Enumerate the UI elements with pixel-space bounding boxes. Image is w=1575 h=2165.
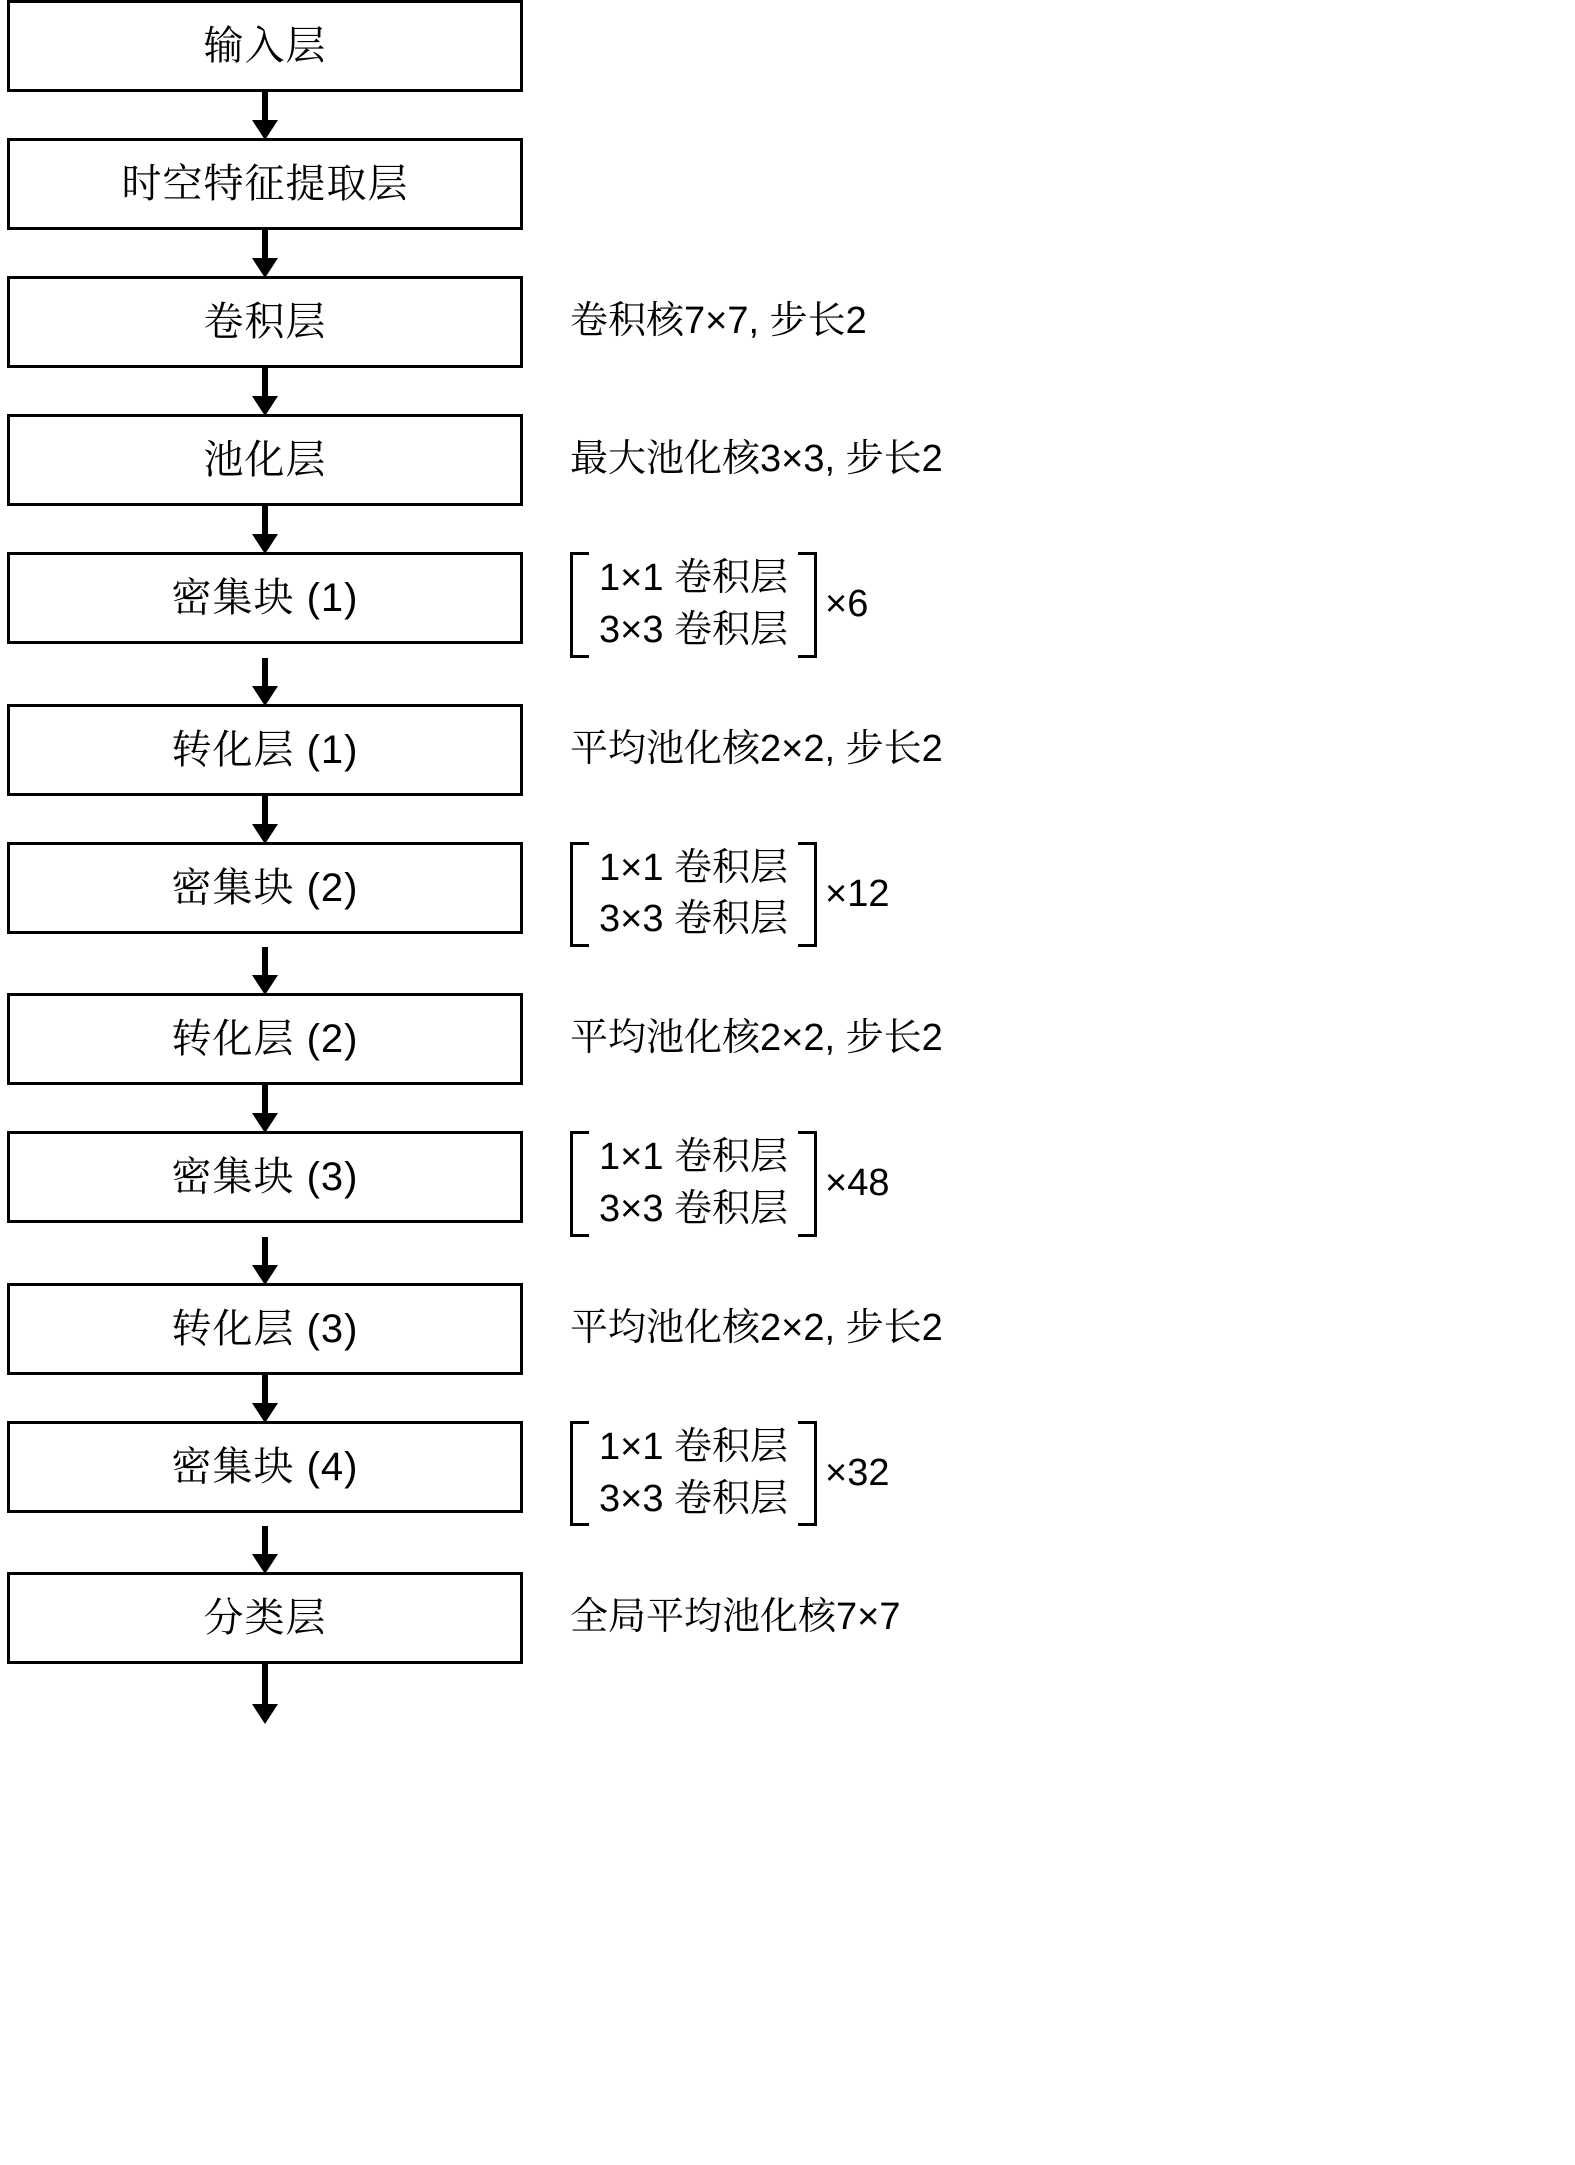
repeat-multiplier: ×6: [825, 583, 869, 626]
arrow-down-icon: [250, 506, 280, 552]
node-column: [0, 1572, 530, 1664]
connector-row: [0, 658, 1575, 704]
diagram-row: [0, 414, 1575, 506]
bracket-line: 1×1 卷积层: [599, 557, 789, 599]
bracket-line: 3×3 卷积层: [599, 898, 789, 941]
annotation-text: 平均池化核2×2, 步长2: [570, 727, 943, 770]
node-dense-block-1: [7, 552, 523, 644]
bracket-group: [570, 552, 817, 658]
bracket-content: [589, 552, 798, 658]
diagram-row: [0, 276, 1575, 368]
node-column: [0, 138, 530, 230]
arrow-down-icon: [250, 230, 280, 276]
annotation-text: 平均池化核2×2, 步长2: [570, 1306, 943, 1349]
bracket-group: [570, 842, 817, 948]
node-convolution-layer: [7, 276, 523, 368]
repeat-multiplier: ×48: [825, 1162, 890, 1205]
connector-row: [0, 1375, 1575, 1421]
arrow-head: [252, 975, 278, 995]
bracket-group: [570, 1421, 817, 1527]
annotation-transition-2: [530, 993, 1575, 1085]
arrow-column: [0, 1664, 530, 1724]
arrow-head: [252, 1403, 278, 1423]
node-dense-block-4: [7, 1421, 523, 1513]
annotation-dense-block-2: [530, 842, 1575, 948]
node-column: [0, 0, 530, 92]
node-label: 转化层 (3): [171, 1306, 359, 1351]
arrow-down-icon: [250, 1237, 280, 1283]
bracket-left-icon: [570, 1421, 589, 1527]
connector-row-final: [0, 1664, 1575, 1724]
annotation-classification: [530, 1572, 1575, 1664]
node-label: 时空特征提取层: [121, 162, 409, 206]
diagram-row: [0, 1421, 1575, 1527]
diagram-row: [0, 704, 1575, 796]
arrow-down-icon: [250, 1664, 280, 1724]
arrow-down-icon: [250, 796, 280, 842]
bracket-content: [589, 842, 798, 948]
node-transition-layer-2: [7, 993, 523, 1085]
arrow-column: [0, 230, 530, 276]
node-label: 转化层 (1): [171, 727, 359, 772]
bracket-right-icon: [798, 552, 817, 658]
arrow-head: [252, 1113, 278, 1133]
node-input-layer: [7, 0, 523, 92]
node-label: 转化层 (2): [171, 1017, 359, 1062]
node-label: 密集块 (2): [171, 865, 359, 910]
arrow-down-icon: [250, 368, 280, 414]
bracket-line: 1×1 卷积层: [599, 1425, 789, 1468]
annotation-dense-block-1: [530, 552, 1575, 658]
annotation-text: 平均池化核2×2, 步长2: [570, 1017, 943, 1060]
arrow-down-icon: [250, 1526, 280, 1572]
connector-row: [0, 947, 1575, 993]
node-label: 卷积层: [203, 300, 327, 344]
node-label: 密集块 (4): [171, 1444, 359, 1489]
bracket-line: 1×1 卷积层: [599, 846, 789, 889]
bracket-annotation: [570, 552, 868, 658]
bracket-content: [589, 1131, 798, 1237]
arrow-column: [0, 506, 530, 552]
bracket-left-icon: [570, 1131, 589, 1237]
arrow-column: [0, 1375, 530, 1421]
bracket-annotation: [570, 842, 890, 948]
annotation-empty: [530, 0, 1575, 92]
bracket-content: [589, 1421, 798, 1527]
node-classification-layer: [7, 1572, 523, 1664]
connector-row: [0, 230, 1575, 276]
node-column: [0, 1421, 530, 1513]
bracket-left-icon: [570, 842, 589, 948]
node-dense-block-2: [7, 842, 523, 934]
annotation-dense-block-3: [530, 1131, 1575, 1237]
node-spatiotemporal-feature-extraction-layer: [7, 138, 523, 230]
node-label: 密集块 (3): [171, 1155, 359, 1200]
bracket-left-icon: [570, 552, 589, 658]
connector-row: [0, 506, 1575, 552]
node-transition-layer-1: [7, 704, 523, 796]
bracket-group: [570, 1131, 817, 1237]
node-column: [0, 993, 530, 1085]
arrow-down-icon: [250, 1375, 280, 1421]
arrow-head: [252, 1704, 278, 1724]
diagram-row: [0, 842, 1575, 948]
annotation-convolution: [530, 276, 1575, 368]
node-column: [0, 276, 530, 368]
arrow-head: [252, 686, 278, 706]
arrow-column: [0, 368, 530, 414]
diagram-row: [0, 1572, 1575, 1664]
arrow-head: [252, 1554, 278, 1574]
repeat-multiplier: ×12: [825, 872, 890, 915]
bracket-annotation: [570, 1131, 890, 1237]
arrow-column: [0, 947, 530, 993]
annotation-transition-1: [530, 704, 1575, 796]
arrow-column: [0, 796, 530, 842]
arrow-head: [252, 824, 278, 844]
repeat-multiplier: ×32: [825, 1452, 890, 1495]
arrow-head: [252, 258, 278, 278]
node-column: [0, 704, 530, 796]
node-dense-block-3: [7, 1131, 523, 1223]
bracket-right-icon: [798, 1131, 817, 1237]
node-column: [0, 1131, 530, 1223]
arrow-column: [0, 1085, 530, 1131]
annotation-transition-3: [530, 1283, 1575, 1375]
arrow-column: [0, 1237, 530, 1283]
node-column: [0, 842, 530, 934]
connector-row: [0, 1085, 1575, 1131]
diagram-row: [0, 1283, 1575, 1375]
arrow-head: [252, 1265, 278, 1285]
node-label: 输入层: [203, 24, 327, 68]
arrow-down-icon: [250, 92, 280, 138]
arrow-down-icon: [250, 658, 280, 704]
node-column: [0, 552, 530, 644]
annotation-pooling: [530, 414, 1575, 506]
bracket-right-icon: [798, 842, 817, 948]
connector-row: [0, 92, 1575, 138]
bracket-right-icon: [798, 1421, 817, 1527]
node-label: 密集块 (1): [171, 576, 359, 620]
connector-row: [0, 1237, 1575, 1283]
annotation-text: 最大池化核3×3, 步长2: [570, 438, 943, 481]
bracket-line: 1×1 卷积层: [599, 1136, 789, 1179]
connector-row: [0, 796, 1575, 842]
arrow-column: [0, 92, 530, 138]
arrow-head: [252, 534, 278, 554]
bracket-line: 3×3 卷积层: [599, 608, 789, 651]
node-label: 池化层: [203, 438, 327, 482]
arrow-down-icon: [250, 1085, 280, 1131]
arrow-column: [0, 658, 530, 704]
arrow-down-icon: [250, 947, 280, 993]
annotation-text: 卷积核7×7, 步长2: [570, 300, 867, 343]
bracket-line: 3×3 卷积层: [599, 1477, 789, 1520]
node-pooling-layer: [7, 414, 523, 506]
diagram-row: [0, 1131, 1575, 1237]
node-transition-layer-3: [7, 1283, 523, 1375]
annotation-dense-block-4: [530, 1421, 1575, 1527]
bracket-annotation: [570, 1421, 890, 1527]
diagram-row: [0, 993, 1575, 1085]
diagram-row: [0, 552, 1575, 658]
diagram-row: [0, 138, 1575, 230]
diagram-row: [0, 0, 1575, 92]
bracket-line: 3×3 卷积层: [599, 1187, 789, 1230]
node-label: 分类层: [203, 1596, 327, 1641]
annotation-text: 全局平均池化核7×7: [570, 1596, 901, 1639]
node-column: [0, 414, 530, 506]
arrow-head: [252, 120, 278, 140]
connector-row: [0, 368, 1575, 414]
node-column: [0, 1283, 530, 1375]
arrow-head: [252, 396, 278, 416]
annotation-empty: [530, 138, 1575, 230]
connector-row: [0, 1526, 1575, 1572]
arrow-column: [0, 1526, 530, 1572]
